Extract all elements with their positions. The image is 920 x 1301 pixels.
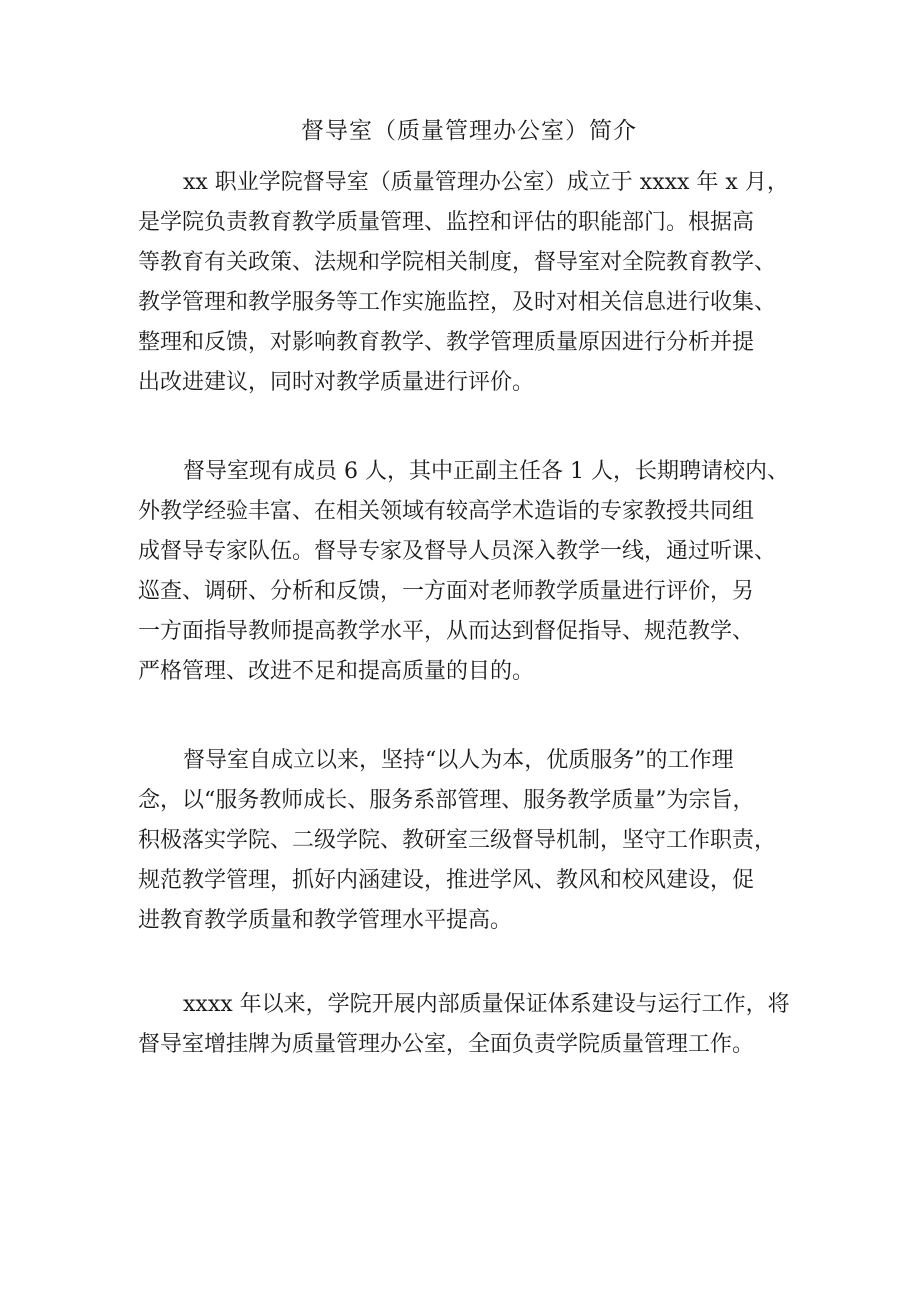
- paragraph-line: 巡查、调研、分析和反馈，一方面对老师教学质量进行评价，另: [138, 579, 755, 604]
- paragraph-line: 规范教学管理，抓好内涵建设，推进学风、教风和校风建设，促: [138, 868, 755, 893]
- paragraph-line: 督导室现有成员 6 人，其中正副主任各 1 人，长期聘请校内、: [183, 459, 789, 484]
- document-title: 督导室（质量管理办公室）简介: [301, 118, 637, 144]
- paragraph-line: 等教育有关政策、法规和学院相关制度，督导室对全院教育教学、: [138, 250, 777, 275]
- paragraph-line: 督导室增挂牌为质量管理办公室，全面负责学院质量管理工作。: [138, 1032, 755, 1057]
- paragraph-line: 严格管理、改进不足和提高质量的目的。: [138, 659, 535, 684]
- paragraph-line: 是学院负责教育教学质量管理、监控和评估的职能部门。根据高: [138, 210, 755, 235]
- paragraph-philosophy: [138, 741, 800, 941]
- paragraph-line: xx 职业学院督导室（质量管理办公室）成立于 xxxx 年 x 月，: [183, 170, 789, 195]
- paragraph-line: xxxx 年以来，学院开展内部质量保证体系建设与运行工作，将: [183, 992, 790, 1017]
- paragraph-line: 督导室自成立以来，坚持“以人为本，优质服务”的工作理: [183, 748, 734, 773]
- paragraph-quality-office: [138, 985, 800, 1065]
- paragraph-line: 念，以“服务教师成长、服务系部管理、服务教学质量”为宗旨，: [138, 788, 755, 813]
- paragraph-line: 整理和反馈，对影响教育教学、教学管理质量原因进行分析并提: [138, 330, 755, 355]
- paragraph-line: 教学管理和教学服务等工作实施监控，及时对相关信息进行收集、: [138, 290, 777, 315]
- paragraph-line: 进教育教学质量和教学管理水平提高。: [138, 908, 513, 933]
- paragraph-line: 外教学经验丰富、在相关领域有较高学术造诣的专家教授共同组: [138, 499, 755, 524]
- paragraph-line: 出改进建议，同时对教学质量进行评价。: [138, 370, 535, 395]
- paragraph-line: 一方面指导教师提高教学水平，从而达到督促指导、规范教学、: [138, 619, 755, 644]
- paragraph-staff: [138, 452, 800, 692]
- paragraph-line: 积极落实学院、二级学院、教研室三级督导机制，坚守工作职责，: [138, 828, 777, 853]
- paragraph-introduction: [138, 163, 800, 403]
- paragraph-line: 成督导专家队伍。督导专家及督导人员深入教学一线，通过听课、: [138, 539, 777, 564]
